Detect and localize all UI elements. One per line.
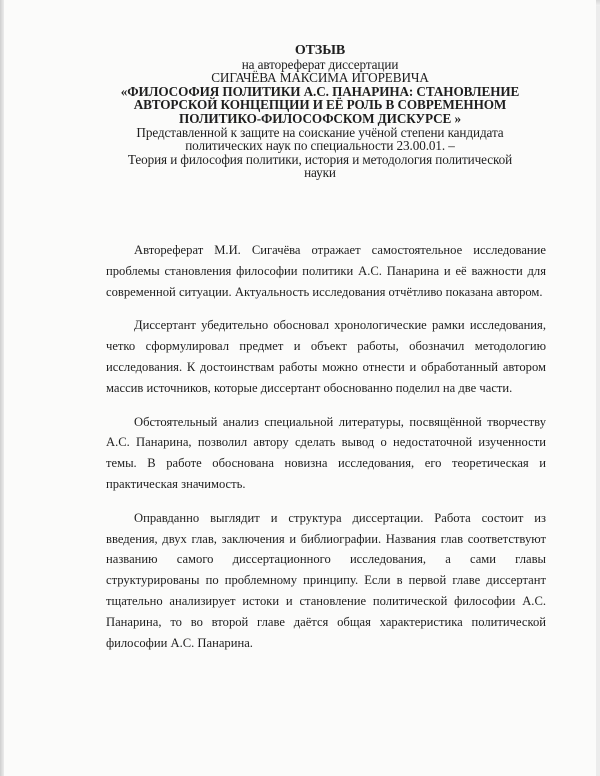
review-body <box>106 240 546 666</box>
document-title: ОТЗЫВ <box>294 43 346 58</box>
degree-line-1: Представленной к защите на соискание учёной степени кандидата <box>136 124 504 140</box>
header-line-author: СИГАЧЁВА МАКСИМА ИГОРЕВИЧА <box>211 70 429 86</box>
degree-line-3: Теория и философия политики, история и методология политической <box>127 151 513 167</box>
paragraph: Оправданно выглядит и структура диссертации. Работа состоит из введения, двух глав, заключения и библиографии. Названия глав соответствуют названию самого диссертационного исследования, а сами главы структурированы по проблемному принципу. Если в первой главе диссертант тщательно анализирует истоки и становление политической философии А.С. Панарина, то во второй главе даётся общая характеристика политической философии А.С. Панарина. <box>106 510 546 650</box>
paragraph: Обстоятельный анализ специальной литературы, посвящённой творчеству А.С. Панарина, позволил автору сделать вывод о недостаточной изученности темы. В работе обоснована новизна исследования, его теоретическая и практическая значимость. <box>106 414 546 491</box>
paragraph: Диссертант убедительно обосновал хронологические рамки исследования, четко сформулировал предмет и объект работы, обозначил методологию исследования. К достоинствам работы можно отнести и обработанный автором массив источников, которые диссертант обоснованно поделил на две части. <box>106 318 546 395</box>
paragraph: Автореферат М.И. Сигачёва отражает самостоятельное исследование проблемы становления философии политики А.С. Панарина и её важности для современной ситуации. Актуальность исследования отчётливо показана автором. <box>106 243 546 299</box>
header-line-subject: на автореферат диссертации <box>241 56 399 72</box>
topic-line-1: «ФИЛОСОФИЯ ПОЛИТИКИ А.С. ПАНАРИНА: СТАНОВЛЕНИЕ <box>120 83 520 99</box>
document-page <box>4 0 596 776</box>
document-header <box>100 44 540 180</box>
topic-line-3: ПОЛИТИКО-ФИЛОСОФСКОМ ДИСКУРСЕ » <box>179 110 461 126</box>
topic-line-2: АВТОРСКОЙ КОНЦЕПЦИИ И ЕЁ РОЛЬ В СОВРЕМЕННОМ <box>133 97 507 113</box>
degree-line-2: политических наук по специальности 23.00.01. – <box>185 138 455 154</box>
degree-line-4: науки <box>304 165 336 181</box>
